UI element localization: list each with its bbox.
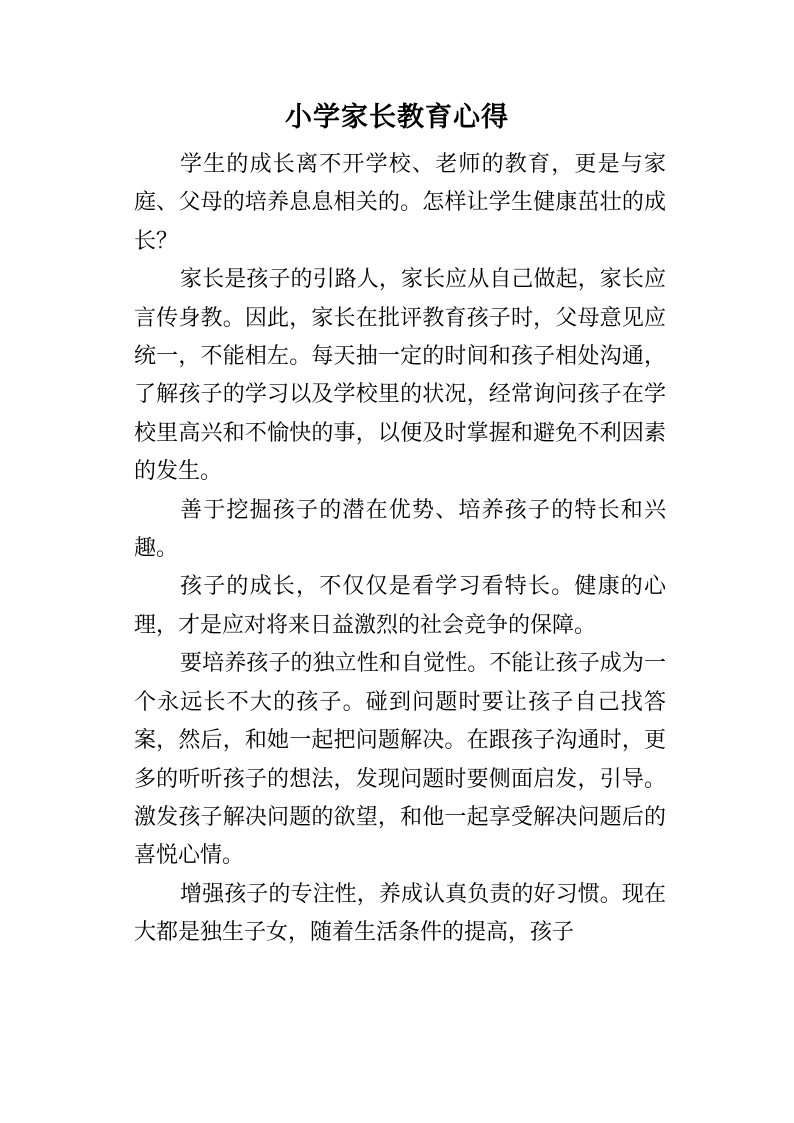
document-title: 小学家长教育心得 — [285, 102, 509, 133]
paragraph-3: 善于挖掘孩子的潜在优势、培养孩子的特长和兴趣。 — [134, 497, 666, 562]
paragraph-4: 孩子的成长，不仅仅是看学习看特长。健康的心理，才是应对将来日益激烈的社会竞争的保障。 — [134, 574, 666, 638]
paragraph-6: 增强孩子的专注性，养成认真负责的好习惯。现在大都是独生子女，随着生活条件的提高，孩子 — [134, 881, 666, 946]
paragraph-5: 要培养孩子的独立性和自觉性。不能让孩子成为一个永远长不大的孩子。碰到问题时要让孩子自己找答案，然后，和她一起把问题解决。在跟孩子沟通时，更多的听听孩子的想法，发现问题时要侧面启发，引导。激发孩子解决问题的欲望，和他一起享受解决问题后的喜悦心情。 — [134, 651, 666, 869]
paragraph-2: 家长是孩子的引路人，家长应从自己做起，家长应言传身教。因此，家长在批评教育孩子时，父母意见应统一，不能相左。每天抽一定的时间和孩子相处沟通，了解孩子的学习以及学校里的状况，经常询问孩子在学校里高兴和不愉快的事，以便及时掌握和避免不利因素的发生。 — [134, 267, 666, 485]
paragraph-1: 学生的成长离不开学校、老师的教育，更是与家庭、父母的培养息息相关的。怎样让学生健康茁壮的成长？ — [134, 152, 666, 254]
document-body — [134, 146, 666, 953]
